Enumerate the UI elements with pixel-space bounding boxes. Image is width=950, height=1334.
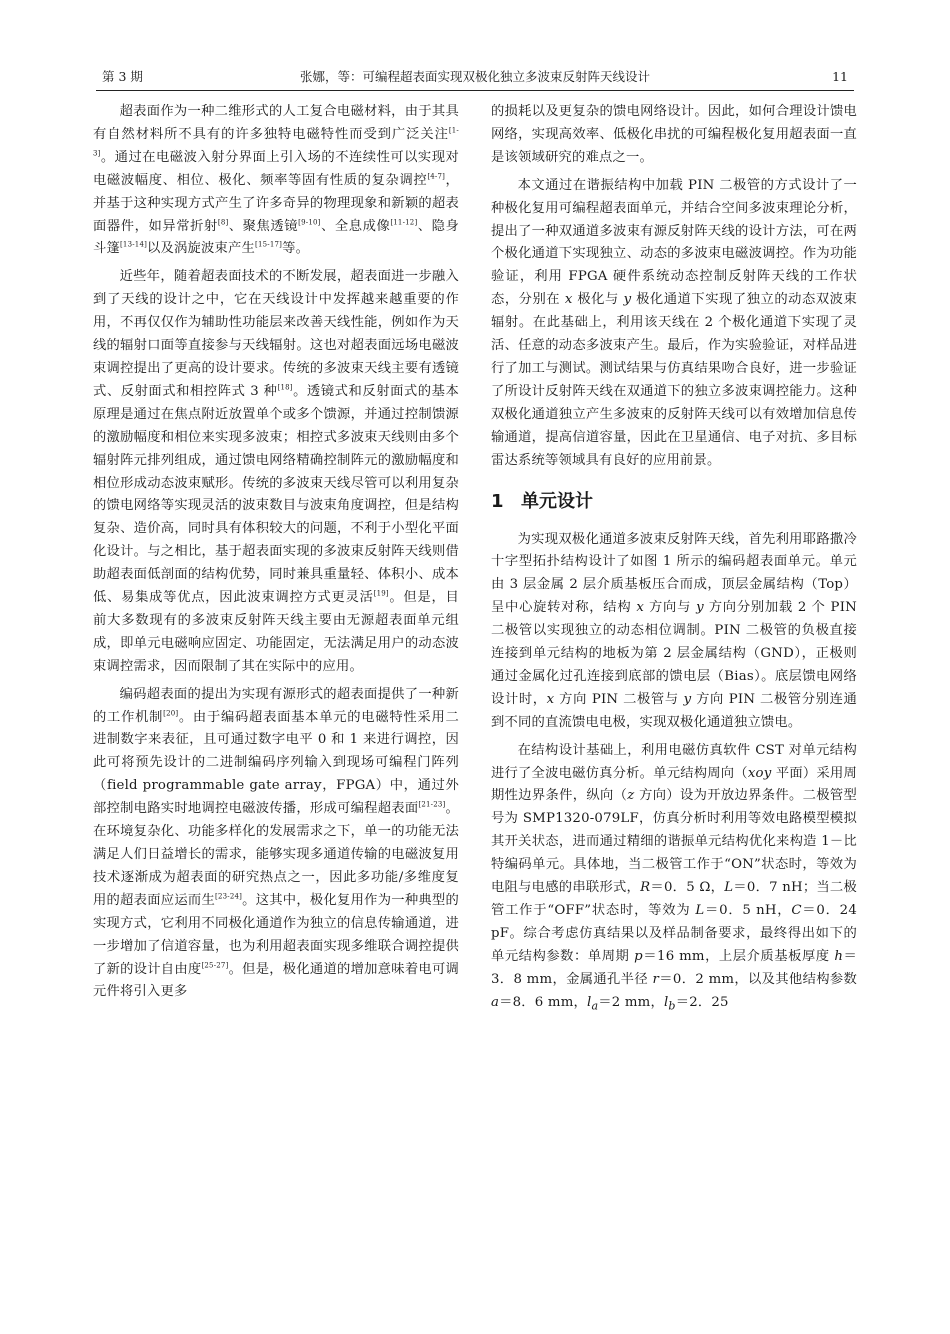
right-column [491, 101, 857, 1023]
left-column [93, 101, 459, 1009]
paragraph-this-work: 本文通过在谐振结构中加载 PIN 二极管的方式设计了一种极化复用可编程超表面单元，并结合空间多波束理论分析，提出了一种双通道多波束有源反射阵天线的设计方法，可在两个极化通道下实现独立、动态的多波束电磁波调控。作为功能验证，利用 FPGA 硬件系统动态控制反射阵天线的工作状态，分别在 x 极化与 y 极化通道下实现了独立的动态双波束辐射。在此基础上，利用该天线在 2 个极化通道下实现了灵活、任意的动态多波束产生。最后，作为实验验证，对样品进行了加工与测试。测试结果与仿真结果吻合良好，进一步验证了所设计反射阵天线在双通道下的独立多波束调控能力。这种双极化通道独立产生多波束的反射阵天线可以有效增加信息传输通道，提高信道容量，因此在卫星通信、电子对抗、多目标雷达系统等领域具有良好的应用前景。 [491, 177, 857, 468]
running-header [96, 66, 854, 88]
citation[interactable]: [11-12] [390, 218, 418, 227]
paragraph-continuation: 的损耗以及更复杂的馈电网络设计。因此，如何合理设计馈电网络，实现高效率、低极化串扰的可编程极化复用超表面一直是该领域研究的难点之一。 [491, 104, 857, 165]
citation[interactable]: [19] [373, 589, 389, 598]
citation[interactable]: [23-24] [215, 892, 243, 901]
section-number: 1 [491, 490, 504, 512]
issue-number: 第 3 期 [102, 69, 143, 84]
running-title: 张娜，等：可编程超表面实现双极化独立多波束反射阵天线设计 [299, 69, 650, 84]
paragraph-unit-structure: 为实现双极化通道多波束反射阵天线，首先利用耶路撒冷十字型拓扑结构设计了如图 1 所示的编码超表面单元。单元由 3 层金属 2 层介质基板压合而成，顶层金属结构（Top）呈中心旋转对称，结构 x 方向与 y 方向分别加载 2 个 PIN 二极管以实现独立的动态相位调制。PIN 二极管的负极直接连接到单元结构的地板为第 2 层金属结构（GND），正极则通过金属化过孔连接到底部的馈电层（Bias）。底层馈电网络设计时，x 方向 PIN 二极管与 y 方向 PIN 二极管分别连通到不同的直流馈电电极，实现双极化通道独立馈电。 [491, 531, 857, 730]
paragraph-multibeam-antennas: 近些年，随着超表面技术的不断发展，超表面进一步融入到了天线的设计之中，它在天线设计中发挥越来越重要的作用，不再仅仅作为辅助性功能层来改善天线性能，例如作为天线的辐射口面等直接参与天线辐射。这也对超表面远场电磁波束调控提出了更高的设计要求。传统的多波束天线主要有透镜式、反射面式和相控阵式 3 种[18]。透镜式和反射面式的基本原理是通过在焦点附近放置单个或多个馈源，并通过控制馈源的激励幅度和相位来实现多波束；相控式多波束天线则由多个辐射阵元排列组成，通过馈电网络精确控制阵元的激励幅度和相位形成动态波束赋形。传统的多波束天线尽管可以利用复杂的馈电网络等实现灵活的波束数目与波束角度调控，但是结构复杂、造价高，同时具有体积较大的问题，不利于小型化平面化设计。与之相比，基于超表面实现的多波束反射阵天线则借助超表面低剖面的结构优势，同时兼具重量轻、体积小、成本低、易集成等优点，因此波束调控方式更灵活[19]。但是，目前大多数现有的多波束反射阵天线主要由无源超表面单元组成，即单元电磁响应固定、功能固定，无法满足用户的动态波束调控需求，因而限制了其在实际中的应用。 [93, 269, 460, 674]
citation[interactable]: [4-7] [427, 172, 446, 181]
section-title: 单元设计 [521, 490, 593, 512]
citation[interactable]: [18] [277, 383, 293, 392]
header-rule [96, 90, 854, 91]
paragraph-simulation: 在结构设计基础上，利用电磁仿真软件 CST 对单元结构进行了全波电磁仿真分析。单元结构周向（xoy 平面）采用周期性边界条件，纵向（z 方向）设为开放边界条件。二极管型号为 SMP1320-079LF，仿真分析时利用等效电路模型模拟其开关状态，进而通过精细的谐振单元结构优化来构造 1－比特编码单元。具体地，当二极管工作于“ON”状态时，等效为电阻与电感的串联形式，R＝0．5 Ω，L＝0．7 nH；当二极管工作于“OFF”状态时，等效为 L＝0．5 nH，C＝0．24 pF。综合考虑仿真结果以及样品制备要求，最终得出如下的单元结构参数：单周期 p＝16 mm，上层介质基板厚度 h＝3．8 mm，金属通孔半径 r＝0．2 mm，以及其他结构参数 a＝8．6 mm，$l_a=2$ mm，$l_b=2$．25 [491, 742, 858, 1013]
citation[interactable]: [13-14] [120, 241, 148, 250]
citation[interactable]: [20] [163, 709, 179, 718]
citation[interactable]: [25-27] [201, 961, 229, 970]
paragraph-intro-metasurface: 超表面作为一种二维形式的人工复合电磁材料，由于其具有自然材料所不具有的许多独特电磁特性而受到广泛关注[1-3]。通过在电磁波入射分界面上引入场的不连续性可以实现对电磁波幅度、相位、极化、频率等固有性质的复杂调控[4-7]，并基于这种实现方式产生了许多奇异的物理现象和新颖的超表面器件，如异常折射[8]、聚焦透镜[9-10]、全息成像[11-12]、隐身斗篷[13-14]以及涡旋波束产生[15-17]等。 [93, 104, 460, 257]
citation[interactable]: [8] [217, 218, 229, 227]
citation[interactable]: [1-3] [93, 126, 459, 158]
section-heading-unit-design [491, 489, 857, 515]
paragraph-coding-metasurface: 编码超表面的提出为实现有源形式的超表面提供了一种新的工作机制[20]。由于编码超表面基本单元的电磁特性采用二进制数字来表征，且可通过数字电平 0 和 1 来进行调控，因此可将预先设计的二进制编码序列输入到现场可编程门阵列（field programmable gate array，FPGA）中，通过外部控制电路实时地调控电磁波传播，形成可编程超表面[21-23]。在环境复杂化、功能多样化的发展需求之下，单一的功能无法满足人们日益增长的需求，能够实现多通道传输的电磁波复用技术逐渐成为超表面的研究热点之一，因此多功能/多维度复用的超表面应运而生[23-24]。这其中，极化复用作为一种典型的实现方式，它利用不同极化通道作为独立的信息传输通道，进一步增加了信道容量，也为利用超表面实现多维联合调控提供了新的设计自由度[25-27]。但是，极化通道的增加意味着电可调元件将引入更多 [93, 686, 460, 1000]
citation[interactable]: [9-10] [298, 218, 321, 227]
citation[interactable]: [15-17] [255, 241, 283, 250]
citation[interactable]: [21-23] [418, 800, 446, 809]
page-number: 11 [832, 69, 848, 84]
